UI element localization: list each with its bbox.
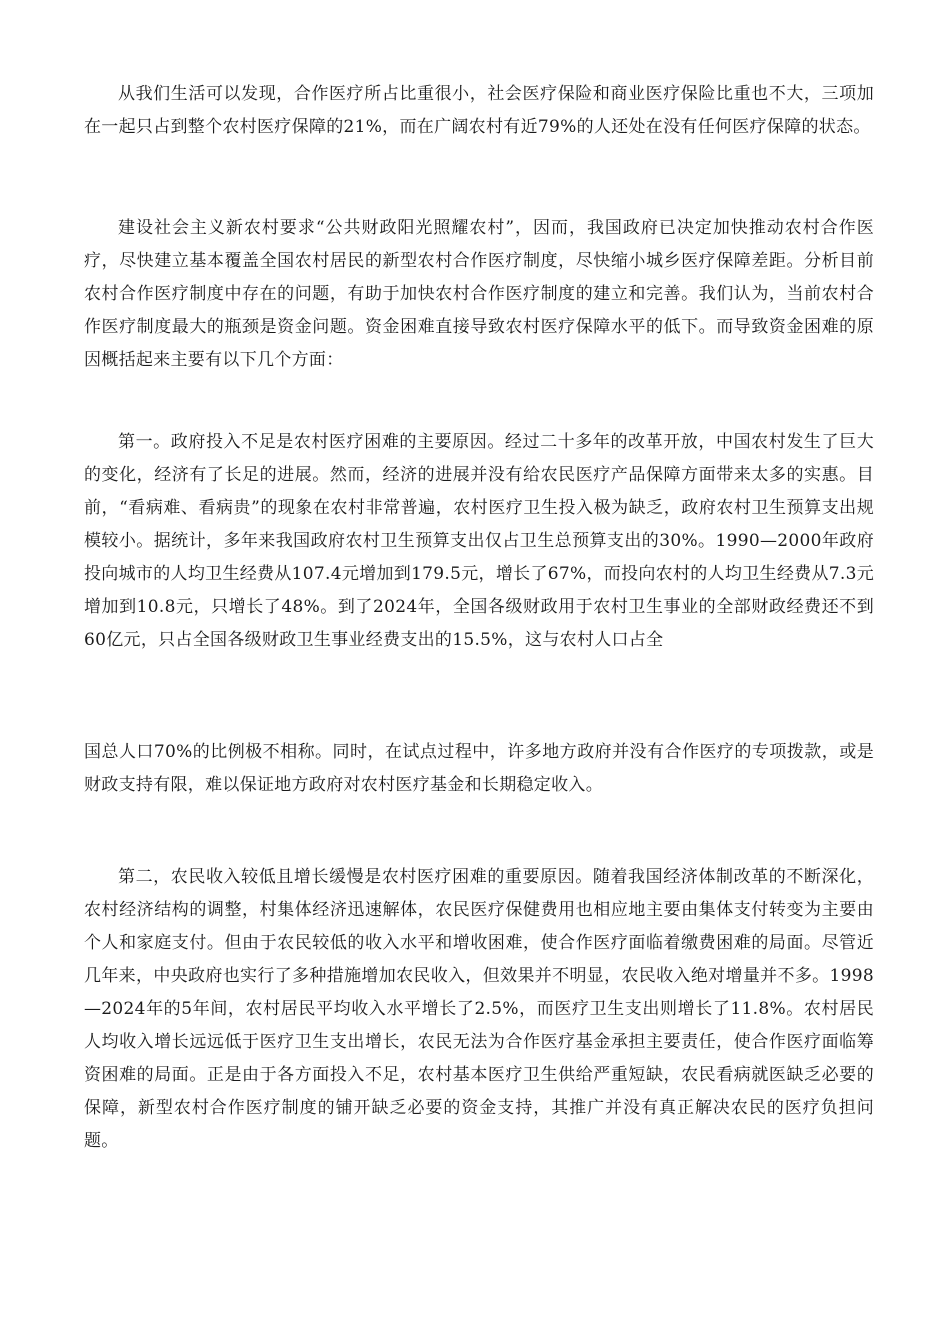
paragraph-coverage-intro: 从我们生活可以发现，合作医疗所占比重很小，社会医疗保险和商业医疗保险比重也不大，三项加在一起只占到整个农村医疗保障的21%，而在广阔农村有近79%的人还处在没有任何医疗保障的状态。 [84,84,874,137]
paragraph-reason-one-continued: 国总人口70%的比例极不相称。同时，在试点过程中，许多地方政府并没有合作医疗的专项拨款，或是财政支持有限，难以保证地方政府对农村医疗基金和长期稳定收入。 [84,742,874,795]
paragraph-reason-two-farmer-income: 第二，农民收入较低且增长缓慢是农村医疗困难的重要原因。随着我国经济体制改革的不断深化，农村经济结构的调整，村集体经济迅速解体，农民医疗保健费用也相应地主要由集体支付转变为主要由个人和家庭支付。但由于农民较低的收入水平和增收困难，使合作医疗面临着缴费困难的局面。尽管近几年来，中央政府也实行了多种措施增加农民收入，但效果并不明显，农民收入绝对增量并不多。1998—2024年的5年间，农村居民平均收入水平增长了2.5%，而医疗卫生支出则增长了11.8%。农村居民人均收入增长远远低于医疗卫生支出增长，农民无法为合作医疗基金承担主要责任，使合作医疗面临筹资困难的局面。正是由于各方面投入不足，农村基本医疗卫生供给严重短缺，农民看病就医缺乏必要的保障，新型农村合作医疗制度的铺开缺乏必要的资金支持，其推广并没有真正解决农民的医疗负担问题。 [84,867,874,1151]
paragraph-new-rural-cooperative: 建设社会主义新农村要求“公共财政阳光照耀农村”，因而，我国政府已决定加快推动农村合作医疗，尽快建立基本覆盖全国农村居民的新型农村合作医疗制度，尽快缩小城乡医疗保障差距。分析目前农村合作医疗制度中存在的问题，有助于加快农村合作医疗制度的建立和完善。我们认为，当前农村合作医疗制度最大的瓶颈是资金问题。资金困难直接导致农村医疗保障水平的低下。而导致资金困难的原因概括起来主要有以下几个方面： [84,218,874,370]
paragraph-reason-one-government-investment: 第一。政府投入不足是农村医疗困难的主要原因。经过二十多年的改革开放，中国农村发生了巨大的变化，经济有了长足的进展。然而，经济的进展并没有给农民医疗产品保障方面带来太多的实惠。目前，“看病难、看病贵”的现象在农村非常普遍，农村医疗卫生投入极为缺乏，政府农村卫生预算支出规模较小。据统计，多年来我国政府农村卫生预算支出仅占卫生总预算支出的30%。1990—2000年政府投向城市的人均卫生经费从107.4元增加到179.5元，增长了67%，而投向农村的人均卫生经费从7.3元增加到10.8元，只增长了48%。到了2024年，全国各级财政用于农村卫生事业的全部财政经费还不到60亿元，只占全国各级财政卫生事业经费支出的15.5%，这与农村人口占全 [84,432,874,650]
